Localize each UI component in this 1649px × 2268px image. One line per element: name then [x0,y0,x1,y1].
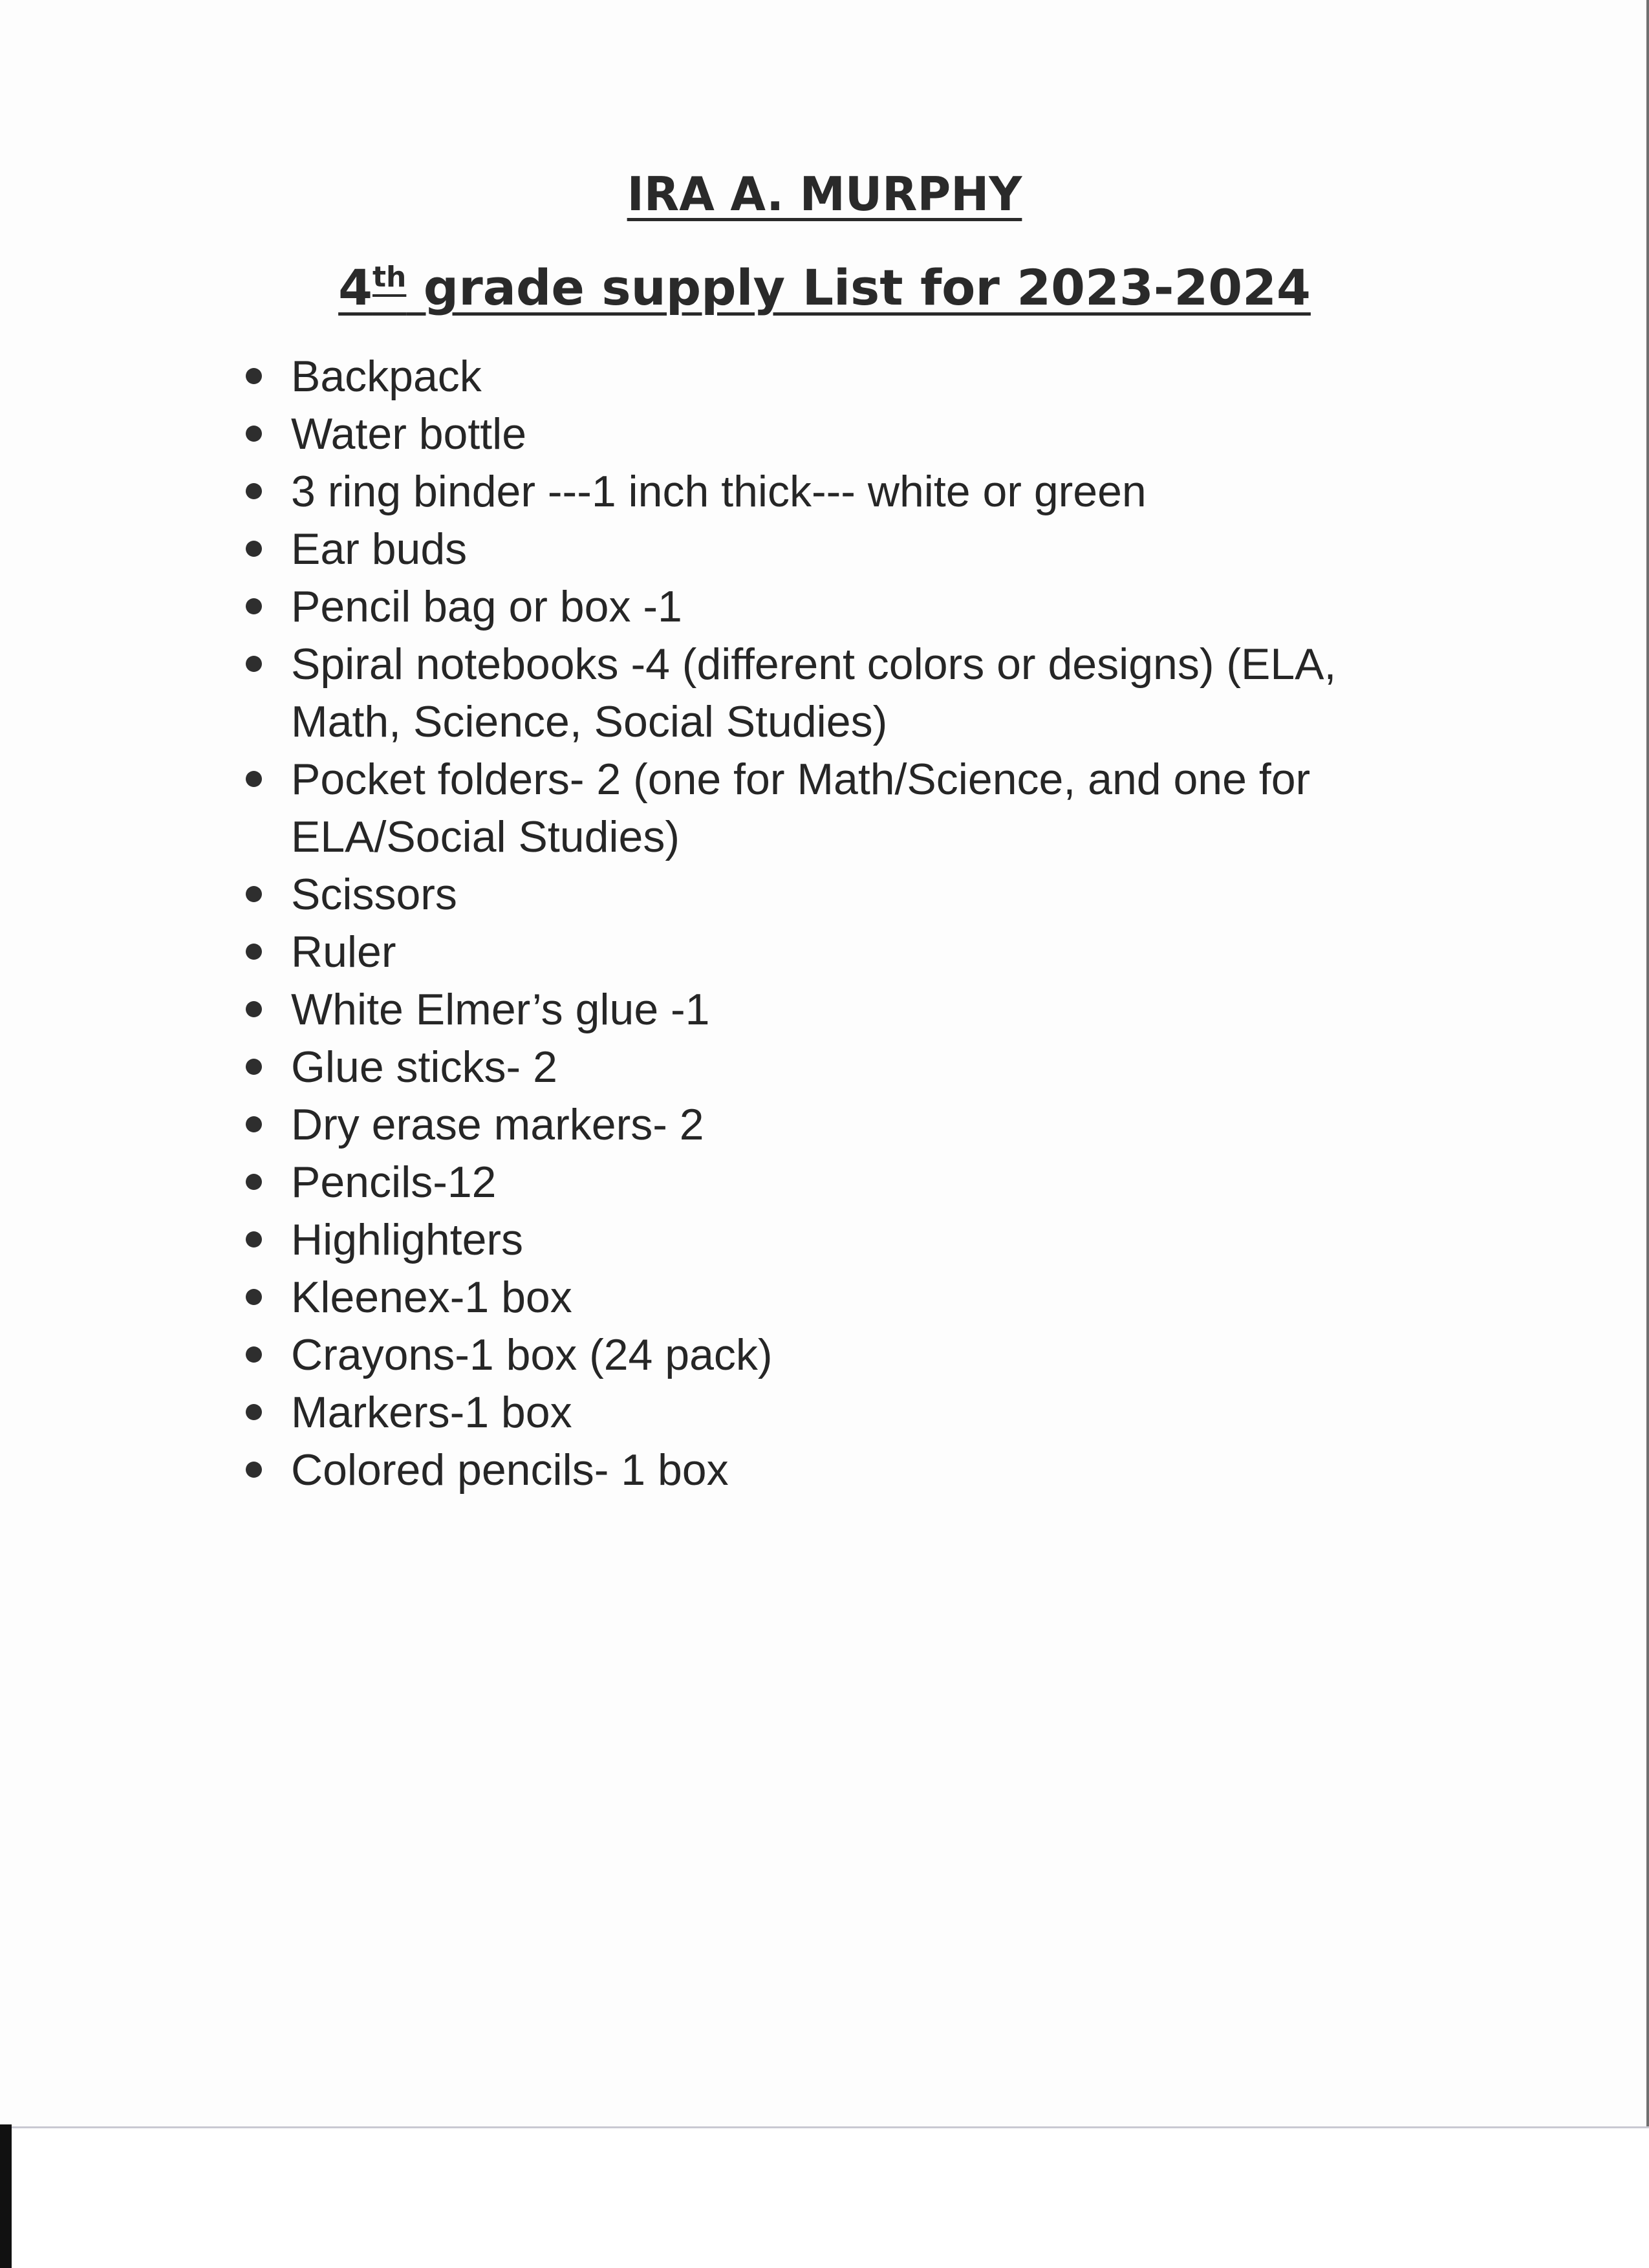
title-rest: grade supply List for 2023-2024 [406,259,1311,316]
list-item [242,923,1468,981]
supply-list [242,348,1468,1499]
list-item [242,348,1468,405]
list-item-text: Ruler [291,927,396,977]
list-item [242,1326,1468,1384]
bullet-icon [246,483,262,499]
list-item-text: Scissors [291,870,457,919]
bullet-icon [246,1116,262,1132]
bullet-icon [246,1174,262,1190]
list-item [242,1269,1468,1326]
bullet-icon [246,1001,262,1017]
list-item [242,405,1468,463]
bullet-icon [246,771,262,787]
list-item [242,1211,1468,1269]
bullet-icon [246,886,262,902]
bullet-icon [246,1289,262,1305]
bullet-icon [246,541,262,557]
list-item-text: Ear buds [291,524,468,574]
list-item-text: Colored pencils- 1 box [291,1445,729,1495]
list-item [242,578,1468,636]
list-item [242,636,1468,751]
list-item [242,1442,1468,1499]
bullet-icon [246,598,262,614]
list-item [242,1039,1468,1096]
grade-suffix: th [372,261,407,294]
list-item-text: 3 ring binder ---1 inch thick--- white or green [291,467,1147,516]
list-item-text: Highlighters [291,1215,524,1264]
bullet-icon [246,1059,262,1075]
list-item-text: Pocket folders- 2 (one for Math/Science, and one for ELA/Social Studies) [291,755,1311,861]
list-item [242,1096,1468,1154]
list-item-text: White Elmer’s glue -1 [291,985,710,1034]
bullet-icon [246,368,262,384]
list-item-text: Kleenex-1 box [291,1273,572,1322]
list-item [242,1384,1468,1442]
supply-list-title [0,259,1649,316]
bullet-icon [246,1462,262,1478]
scanner-edge-mark [0,2124,12,2268]
list-item [242,521,1468,578]
list-item-text: Pencils-12 [291,1158,497,1207]
bullet-icon [246,426,262,442]
bullet-icon [246,1346,262,1363]
bullet-icon [246,1231,262,1247]
scanner-bed-margin [0,2128,1649,2268]
page-edge-shadow [1646,0,1649,2128]
list-item-text: Spiral notebooks -4 (different colors or designs) (ELA, Math, Science, Social Studies) [291,640,1337,746]
list-item [242,866,1468,923]
list-item-text: Markers-1 box [291,1388,572,1437]
list-item-text: Backpack [291,352,482,401]
bullet-icon [246,1404,262,1420]
list-item [242,981,1468,1039]
grade-number: 4 [338,259,372,316]
list-item [242,463,1468,521]
list-item [242,1154,1468,1211]
list-item-text: Glue sticks- 2 [291,1042,557,1092]
list-item-text: Water bottle [291,409,527,459]
school-name-heading: IRA A. MURPHY [627,167,1022,221]
list-item [242,751,1468,866]
list-item-text: Crayons-1 box (24 pack) [291,1330,773,1379]
list-item-text: Pencil bag or box -1 [291,582,682,631]
bullet-icon [246,656,262,672]
list-item-text: Dry erase markers- 2 [291,1100,704,1149]
bullet-icon [246,944,262,960]
